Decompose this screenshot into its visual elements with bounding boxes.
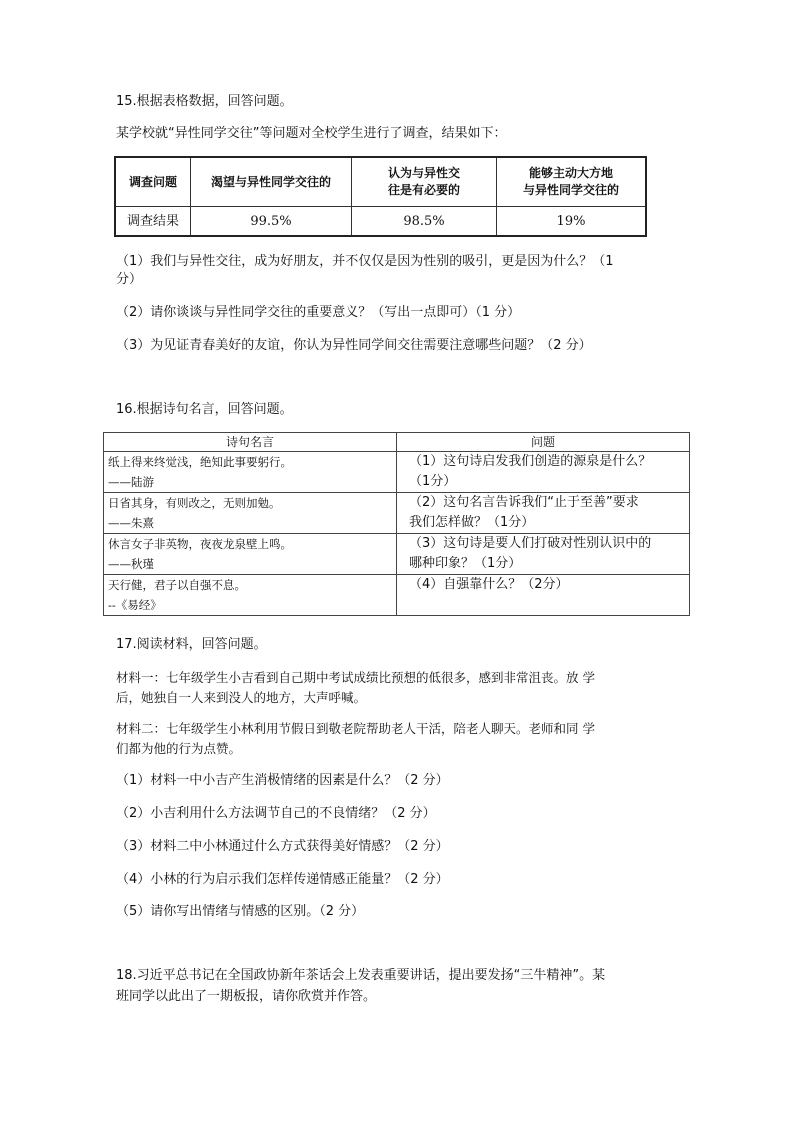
table-row bbox=[115, 157, 646, 207]
table-row bbox=[104, 534, 690, 575]
row-header-result: 调查结果 bbox=[115, 207, 191, 237]
column-header-line: 认为与异性交 bbox=[387, 166, 460, 180]
q17-material1: 材料一：七年级学生小吉看到自己期中考试成绩比预想的低很多，感到非常沮丧。放 学 bbox=[116, 670, 595, 685]
header-poems: 诗句名言 bbox=[104, 433, 397, 452]
q15-sub2: （2）请你谈谈与异性同学交往的重要意义？（写出一点即可）（1 分） bbox=[116, 305, 521, 320]
q17-material2-cont: 们都为他的行为点赞。 bbox=[116, 741, 242, 756]
column-header bbox=[352, 157, 497, 207]
question-text: （1分） bbox=[409, 474, 457, 489]
poem-cell bbox=[104, 534, 397, 575]
poem-cell bbox=[104, 575, 397, 616]
question-cell bbox=[397, 452, 690, 493]
column-header bbox=[497, 157, 647, 207]
poem-author: ——秋瑾 bbox=[108, 557, 154, 571]
table-cell: 98.5% bbox=[352, 207, 497, 237]
table-row bbox=[104, 575, 690, 616]
poem-text: 休言女子非英物，夜夜龙泉壁上鸣。 bbox=[108, 537, 292, 551]
q17-sub1: （1）材料一中小吉产生消极情绪的因素是什么？（2 分） bbox=[116, 773, 449, 788]
q17-sub5: （5）请你写出情绪与情感的区别。（2 分） bbox=[116, 904, 365, 919]
poem-author: ——陆游 bbox=[108, 475, 154, 489]
table-cell: 19% bbox=[497, 207, 647, 237]
q18-title: 18.习近平总书记在全国政协新年茶话会上发表重要讲话，提出要发扬“三牛精神”。某 bbox=[116, 968, 606, 983]
poem-author: ——朱熹 bbox=[108, 516, 154, 530]
q15-title: 15.根据表格数据，回答问题。 bbox=[116, 94, 293, 109]
q15-sub1: （1）我们与异性交往，成为好朋友，并不仅仅是因为性别的吸引，更是因为什么？（1 bbox=[116, 254, 614, 269]
poem-text: 日省其身，有则改之，无则加勉。 bbox=[108, 496, 281, 510]
q15-intro: 某学校就“异性同学交往”等问题对全校学生进行了调查，结果如下： bbox=[116, 126, 507, 141]
q17-title: 17.阅读材料，回答问题。 bbox=[116, 637, 267, 652]
column-header bbox=[191, 157, 352, 207]
q17-material1-cont: 后，她独自一人来到没人的地方，大声呼喊。 bbox=[116, 690, 367, 705]
question-cell bbox=[397, 575, 690, 616]
column-header-line: 能够主动大方地 bbox=[528, 166, 613, 180]
q17-sub3: （3）材料二中小林通过什么方式获得美好情感？（2 分） bbox=[116, 839, 449, 854]
poem-cell bbox=[104, 493, 397, 534]
column-header-line: 往是有必要的 bbox=[387, 183, 460, 197]
survey-table bbox=[114, 156, 647, 237]
q17-sub4: （4）小林的行为启示我们怎样传递情感正能量？（2 分） bbox=[116, 872, 449, 887]
table-row bbox=[104, 452, 690, 493]
poem-text: 纸上得来终觉浅，绝知此事要躬行。 bbox=[108, 455, 292, 469]
table-header-row bbox=[104, 433, 690, 452]
question-text: （1）这句诗启发我们创造的源泉是什么？ bbox=[409, 454, 652, 469]
question-cell bbox=[397, 534, 690, 575]
table-cell: 99.5% bbox=[191, 207, 352, 237]
question-text: 我们怎样做？（1分） bbox=[409, 515, 535, 530]
poem-cell bbox=[104, 452, 397, 493]
question-text: （3）这句诗是要人们打破对性别认识中的 bbox=[409, 536, 652, 551]
q18-title-cont: 班同学以此出了一期板报，请你欣赏并作答。 bbox=[116, 989, 377, 1004]
q17-material2: 材料二：七年级学生小林利用节假日到敬老院帮助老人干活，陪老人聊天。老师和同 学 bbox=[116, 721, 595, 736]
column-header-line: 渴望与异性同学交往的 bbox=[210, 174, 331, 189]
q17-sub2: （2）小吉利用什么方法调节自己的不良情绪？（2 分） bbox=[116, 806, 436, 821]
q16-title: 16.根据诗句名言，回答问题。 bbox=[116, 402, 293, 417]
header-questions: 问题 bbox=[397, 433, 690, 452]
q15-sub1-cont: 分） bbox=[116, 272, 143, 287]
poem-table bbox=[103, 432, 690, 616]
poem-text: 天行健，君子以自强不息。 bbox=[108, 578, 246, 592]
poem-author: --《易经》 bbox=[108, 598, 162, 612]
column-header-line: 与异性同学交往的 bbox=[522, 183, 619, 197]
table-row bbox=[104, 493, 690, 534]
q15-sub3: （3）为见证青春美好的友谊，你认为异性同学间交往需要注意哪些问题？（2 分） bbox=[116, 338, 592, 353]
row-header-question: 调查问题 bbox=[115, 157, 191, 207]
question-cell bbox=[397, 493, 690, 534]
table-row bbox=[115, 207, 646, 237]
question-text: （4）自强靠什么？（2分） bbox=[409, 577, 569, 592]
question-text: 哪种印象？（1分） bbox=[409, 556, 522, 571]
question-text: （2）这句名言告诉我们“止于至善”要求 bbox=[409, 495, 639, 510]
